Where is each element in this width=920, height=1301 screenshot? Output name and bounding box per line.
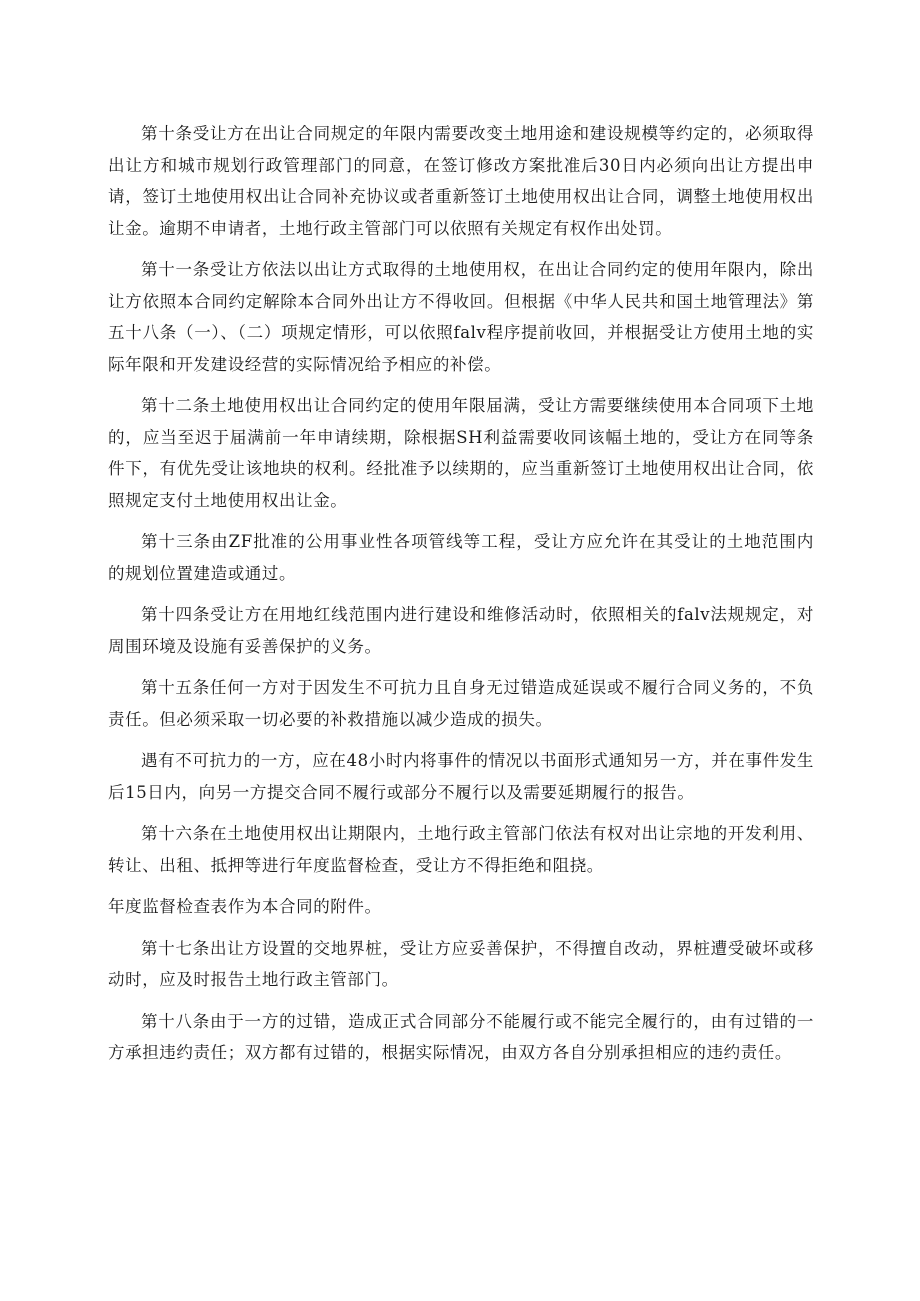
paragraph-article-18: 第十八条由于一方的过错，造成正式合同部分不能履行或不能完全履行的，由有过错的一方承担违约责任；双方都有过错的，根据实际情况，由双方各自分别承担相应的违约责任。: [108, 1011, 814, 1062]
paragraph-article-16: 第十六条在土地使用权出让期限内，土地行政主管部门依法有权对出让宗地的开发利用、转让、出租、抵押等进行年度监督检查，受让方不得拒绝和阻挠。: [108, 824, 814, 875]
paragraph-article-13: 第十三条由ZF批准的公用事业性各项管线等工程，受让方应允许在其受让的土地范围内的规划位置建造或通过。: [108, 532, 814, 583]
paragraph-article-10: 第十条受让方在出让合同规定的年限内需要改变土地用途和建设规模等约定的，必须取得出让方和城市规划行政管理部门的同意，在签订修改方案批准后30日内必须向出让方提出申请，签订土地使用权出让合同补充协议或者重新签订土地使用权出让合同，调整土地使用权出让金。逾期不申请者，土地行政主管部门可以依照有关规定有权作出处罚。: [108, 124, 814, 238]
paragraph-annual-inspection-annex: 年度监督检查表作为本合同的附件。: [108, 897, 382, 916]
paragraph-force-majeure-notice: 遇有不可抗力的一方，应在48小时内将事件的情况以书面形式通知另一方，并在事件发生后15日内，向另一方提交合同不履行或部分不履行以及需要延期履行的报告。: [108, 751, 814, 802]
paragraph-article-14: 第十四条受让方在用地红线范围内进行建设和维修活动时，依照相关的falv法规规定，对周围环境及设施有妥善保护的义务。: [108, 605, 814, 656]
paragraph-article-11: 第十一条受让方依法以出让方式取得的土地使用权，在出让合同约定的使用年限内，除出让方依照本合同约定解除本合同外出让方不得收回。但根据《中华人民共和国土地管理法》第五十八条（一）、（二）项规定情形，可以依照falv程序提前收回，并根据受让方使用土地的实际年限和开发建设经营的实际情况给予相应的补偿。: [108, 260, 814, 374]
paragraph-article-15: 第十五条任何一方对于因发生不可抗力且自身无过错造成延误或不履行合同义务的，不负责任。但必须采取一切必要的补救措施以减少造成的损失。: [108, 678, 814, 729]
paragraph-article-12: 第十二条土地使用权出让合同约定的使用年限届满，受让方需要继续使用本合同项下土地的，应当至迟于届满前一年申请续期，除根据SH利益需要收同该幅土地的，受让方在同等条件下，有优先受让该地块的权利。经批准予以续期的，应当重新签订土地使用权出让合同，依照规定支付土地使用权出让金。: [108, 396, 814, 510]
paragraph-article-17: 第十七条出让方设置的交地界桩，受让方应妥善保护，不得擅自改动，界桩遭受破坏或移动时，应及时报告土地行政主管部门。: [108, 938, 814, 989]
